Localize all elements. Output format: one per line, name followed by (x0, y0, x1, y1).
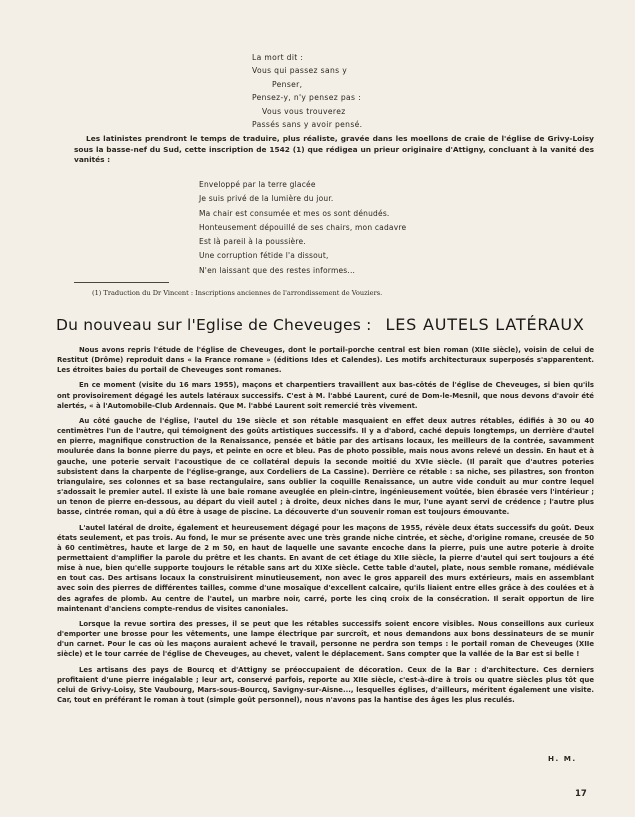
poem-line: Est là pareil à la poussière. (199, 237, 306, 247)
footnote-divider (74, 282, 169, 283)
body-paragraph: Nous avons repris l'étude de l'église de Cheveuges, dont le portail-porche central est bien roman (XIIe siècle), voisin de celui de Restitut (Drôme) reproduit dans « la France romane » (éditions Ides et Calendes). Les motifs architecturaux superposés s'apparentent. Les étroites baies du portail de Cheveuges sont romanes. (57, 346, 594, 375)
epitaph-translation-poem (199, 178, 406, 278)
epitaph-poem-short (252, 51, 362, 131)
footnote: (1) Traduction du Dr Vincent : Inscriptions anciennes de l'arrondissement de Vouziers. (92, 289, 383, 297)
body-paragraph: L'autel latéral de droite, également et heureusement dégagé pour les maçons de 1955, révèle deux états successifs du goût. Deux états seulement, et pas trois. Au fond, le mur se présente avec une très grande niche cintrée, et sèche, d'origine romane, creusée de 50 à 60 centimètres, haute et large de 2 m 50, en haut de laquelle une savante encoche dans la pierre, puis une autre poterie à droite permettaient d'amplifier la parole du prêtre et les chants. En avant de cet étiage du XIIe siècle, la pierre d'autel qui sert toujours a été mise à nue, bien qu'elle supporte toujours le rétable sans art du XIXe siècle. Cette table d'autel, plate, nous semble romane, médiévale en tout cas. Des artisans locaux la construisirent minutieusement, non avec le gros appareil des murs extérieurs, mais en assemblant avec soin des pierres de différentes tailles, comme d'une mosaïque d'excellent calcaire, qu'ils liaient entre elles grâce à des coulées et à des agrafes de plomb. Au centre de l'autel, un marbre noir, carré, porte les cinq croix de la consécration. Il serait opportun de lire maintenant d'anciens compte-rendus de visites canoniales. (57, 523, 594, 613)
poem-line: Enveloppé par la terre glacée (199, 180, 316, 189)
article-title-lead: Du nouveau sur l'Eglise de Cheveuges : (56, 316, 372, 334)
poem-line: Honteusement dépouillé de ses chairs, mon cadavre (199, 222, 407, 232)
article-title (56, 315, 585, 334)
poem-line: Penser, (272, 79, 303, 89)
poem-line: Je suis privé de la lumière du jour. (199, 194, 334, 204)
body-paragraph: Au côté gauche de l'église, l'autel du 19e siècle et son rétable masquaient en effet deux autres rétables, édifiés à 30 ou 40 centimètres l'un de l'autre, qui témoignent des goûts artistiques successifs. Il y a d'abord, caché depuis longtemps, un derrière d'autel en pierre, magnifique construction de la Renaissance, pensée et bâtie par des artisans locaux, les meilleurs de la contrée, savamment moulurée dans la bonne pierre du pays, et peinte en ocre et bleu. Pas de photo possible, mais nous avons relevé un dessin. En haut et à gauche, une poterie servait l'acoustique de ce collatéral depuis la seconde moitié du XVIe siècle. (Il paraît que d'autres poteries subsistent dans la charpente de l'église-grange, aux Cordeliers de La Cassine). Derrière ce rétable : sa niche, ses pilastres, son fronton triangulaire, ses colonnes et sa base rectangulaire, sans oublier la coquille Renaissance, un autre vide conduit au mur contre lequel s'adossait le premier autel. Il existe là une baie romane aveuglée en plein-cintre, ingénieusement voûtée, bien ébrasée vers l'intérieur ; un tenon de pierre en-dessous, au départ du vieil autel ; à droite, deux niches dans le mur, l'une ayant servi de crédence ; l'autre plus basse, cintrée roman, qui a dû être à usage de piscine. La découverte d'un souvenir roman est toujours émouvante. (57, 416, 594, 517)
intro-paragraph: Les latinistes prendront le temps de traduire, plus réaliste, gravée dans les moellons de craie de l'église de Grivy-Loisy sous la basse-nef du Sud, cette inscription de 1542 (1) que rédigea un prieur originaire d'Attigny, concluant à la vanité des vanités : (74, 134, 594, 165)
poem-line: Vous qui passez sans y (252, 66, 348, 76)
body-paragraph: En ce moment (visite du 16 mars 1955), maçons et charpentiers travaillent aux bas-côtés de l'église de Cheveuges, si bien qu'ils ont provisoirement dégagé les autels latéraux successifs. C'est à M. l'abbé Laurent, curé de Dom-le-Mesnil, que nous devons d'avoir été alertés, « à l'Automobile-Club Ardennais. Que M. l'abbé Laurent soit remercié très vivement. (57, 381, 594, 410)
poem-line: La mort dit : (252, 53, 304, 62)
body-paragraph: Lorsque la revue sortira des presses, il se peut que les rétables successifs soient encore visibles. Nous conseillons aux curieux d'emporter une brosse pour les vêtements, une lampe électrique par surcroît, et nous demandons aux bons dessinateurs de se munir d'un carnet. Pour le cas où les maçons auraient achevé le travail, personne ne perdra son temps : le portail roman de Cheveuges (XIIe siècle) et le tour carrée de l'église de Cheveuges, au chevet, valent le déplacement. Sans compter que la vallée de la Bar est si belle ! (57, 619, 594, 659)
poem-line: N'en laissant que des restes informes... (199, 265, 356, 275)
article-body (57, 345, 594, 710)
poem-line: Ma chair est consumée et mes os sont dénudés. (199, 208, 390, 218)
page-number: 17 (575, 789, 587, 799)
poem-line: Pensez-y, n'y pensez pas : (252, 93, 361, 103)
poem-line: Vous vous trouverez (262, 106, 346, 116)
poem-line: Passés sans y avoir pensé. (252, 120, 363, 130)
poem-line: Une corruption fétide l'a dissout, (199, 251, 329, 261)
article-title-main: LES AUTELS LATÉRAUX (385, 315, 585, 334)
body-paragraph: Les artisans des pays de Bourcq et d'Attigny se préoccupaient de décoration. Ceux de la Bar : d'architecture. Ces derniers profitaient d'une pierre inégalable ; leur art, conservé parfois, reporte au XIIe siècle, c'est-à-dire à trois ou quatre siècles plus tôt que celui de Grivy-Loisy, Ste Vaubourg, Mars-sous-Bourcq, Savigny-sur-Aisne..., lesquelles églises, d'ailleurs, méritent également une visite. Car, tout en préférant le roman à tout (simple goût personnel), nous n'avons pas la hantise des âges les plus reculés. (57, 665, 594, 704)
author-signature: H. M. (548, 754, 577, 763)
